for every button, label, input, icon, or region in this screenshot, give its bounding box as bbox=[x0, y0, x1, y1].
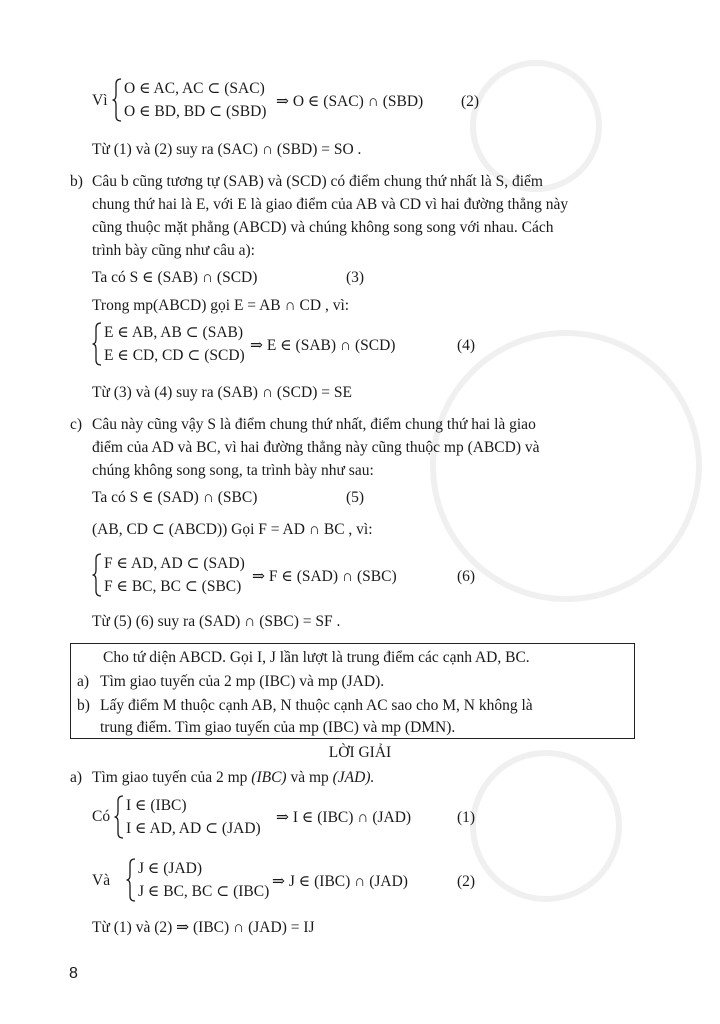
system-row: J ∈ BC, BC ⊂ (IBC) bbox=[138, 883, 270, 900]
plane-ibc: (IBC) bbox=[251, 769, 287, 786]
step-line: Ta có S ∈ (SAD) ∩ (SBC) bbox=[92, 489, 258, 506]
watermark-seal-icon bbox=[430, 330, 702, 602]
problem-intro: Cho tứ diện ABCD. Gọi I, J lần lượt là trung điểm các cạnh AD, BC. bbox=[103, 649, 530, 666]
item-marker: c) bbox=[70, 416, 83, 433]
equation-number: (3) bbox=[346, 269, 365, 286]
item-marker: a) bbox=[70, 769, 83, 786]
paragraph-line: chung thứ hai là E, với E là giao điểm của AB và CD vì hai đường thẳng này bbox=[92, 196, 569, 213]
equation-number: (2) bbox=[457, 873, 476, 890]
solution-part-a bbox=[92, 768, 374, 788]
equation-system-c bbox=[92, 553, 245, 597]
left-brace-icon bbox=[92, 322, 102, 366]
solution-part-a-text: và mp bbox=[286, 769, 333, 786]
problem-part-b: Lấy điểm M thuộc cạnh AB, N thuộc cạnh AC sao cho M, N không là bbox=[100, 697, 533, 714]
equation-number: (1) bbox=[457, 809, 476, 826]
paragraph-line: cũng thuộc mặt phẳng (ABCD) và chúng không song song với nhau. Cách bbox=[92, 219, 554, 236]
paragraph-line: chúng không song song, ta trình bày như sau: bbox=[92, 462, 374, 479]
equation-system-sol1 bbox=[114, 795, 261, 839]
equation-system-sol2 bbox=[126, 858, 269, 902]
conclusion-line: Từ (1) và (2) ⇒ (IBC) ∩ (JAD) = IJ bbox=[92, 919, 315, 936]
equation-system-b bbox=[92, 322, 245, 366]
equation-number: (6) bbox=[457, 568, 476, 585]
system-result: ⇒ O ∈ (SAC) ∩ (SBD) bbox=[276, 93, 424, 110]
step-line: Trong mp(ABCD) gọi E = AB ∩ CD , vì: bbox=[92, 297, 350, 314]
system-result: ⇒ E ∈ (SAB) ∩ (SCD) bbox=[250, 337, 396, 354]
step-line: (AB, CD ⊂ (ABCD)) Gọi F = AD ∩ BC , vì: bbox=[92, 521, 373, 538]
equation-number: (2) bbox=[461, 93, 480, 110]
left-brace-icon bbox=[112, 78, 122, 122]
vi-label: Vì bbox=[92, 92, 108, 109]
system-row: E ∈ CD, CD ⊂ (SCD) bbox=[104, 347, 245, 364]
system-row: J ∈ (JAD) bbox=[138, 860, 202, 877]
step-line: Ta có S ∈ (SAB) ∩ (SCD) bbox=[92, 269, 258, 286]
va-label: Và bbox=[92, 872, 111, 889]
system-row: F ∈ BC, BC ⊂ (SBC) bbox=[104, 578, 242, 595]
problem-part-b: trung điểm. Tìm giao tuyến của mp (IBC) và mp (DMN). bbox=[100, 719, 456, 736]
left-brace-icon bbox=[126, 858, 136, 902]
equation-number: (4) bbox=[457, 337, 476, 354]
plane-jad: (JAD). bbox=[332, 769, 375, 786]
conclusion-line: Từ (5) (6) suy ra (SAD) ∩ (SBC) = SF . bbox=[92, 613, 341, 630]
solution-part-a-text: Tìm giao tuyến của 2 mp bbox=[92, 769, 252, 786]
watermark-seal-icon bbox=[470, 750, 622, 902]
page-number: 8 bbox=[69, 965, 78, 982]
item-marker: b) bbox=[70, 173, 83, 190]
system-row: O ∈ AC, AC ⊂ (SAC) bbox=[124, 80, 265, 97]
system-result: ⇒ I ∈ (IBC) ∩ (JAD) bbox=[276, 809, 412, 826]
conclusion-line: Từ (3) và (4) suy ra (SAB) ∩ (SCD) = SE bbox=[92, 384, 352, 401]
item-marker: a) bbox=[77, 673, 90, 690]
solution-heading: LỜI GIẢI bbox=[328, 744, 392, 761]
system-row: I ∈ (IBC) bbox=[126, 797, 187, 814]
system-row: F ∈ AD, AD ⊂ (SAD) bbox=[104, 555, 245, 572]
paragraph-line: Câu b cũng tương tự (SAB) và (SCD) có điểm chung thứ nhất là S, điểm bbox=[92, 173, 543, 190]
problem-part-a: Tìm giao tuyến của 2 mp (IBC) và mp (JAD). bbox=[100, 673, 385, 690]
system-row: E ∈ AB, AB ⊂ (SAB) bbox=[104, 324, 244, 341]
paragraph-line: điểm của AD và BC, vì hai đường thẳng này cũng thuộc mp (ABCD) và bbox=[92, 439, 540, 456]
system-result: ⇒ F ∈ (SAD) ∩ (SBC) bbox=[252, 568, 397, 585]
paragraph-line: trình bày cũng như câu a): bbox=[92, 242, 255, 259]
system-row: O ∈ BD, BD ⊂ (SBD) bbox=[124, 103, 267, 120]
left-brace-icon bbox=[92, 553, 102, 597]
system-result: ⇒ J ∈ (IBC) ∩ (JAD) bbox=[272, 873, 408, 890]
equation-number: (5) bbox=[346, 489, 365, 506]
left-brace-icon bbox=[114, 795, 124, 839]
conclusion-line: Từ (1) và (2) suy ra (SAC) ∩ (SBD) = SO . bbox=[92, 141, 362, 158]
paragraph-line: Câu này cũng vậy S là điểm chung thứ nhất, điểm chung thứ hai là giao bbox=[92, 416, 536, 433]
co-label: Có bbox=[92, 808, 111, 825]
item-marker: b) bbox=[77, 697, 90, 714]
system-row: I ∈ AD, AD ⊂ (JAD) bbox=[126, 820, 261, 837]
equation-system-a bbox=[112, 78, 266, 122]
